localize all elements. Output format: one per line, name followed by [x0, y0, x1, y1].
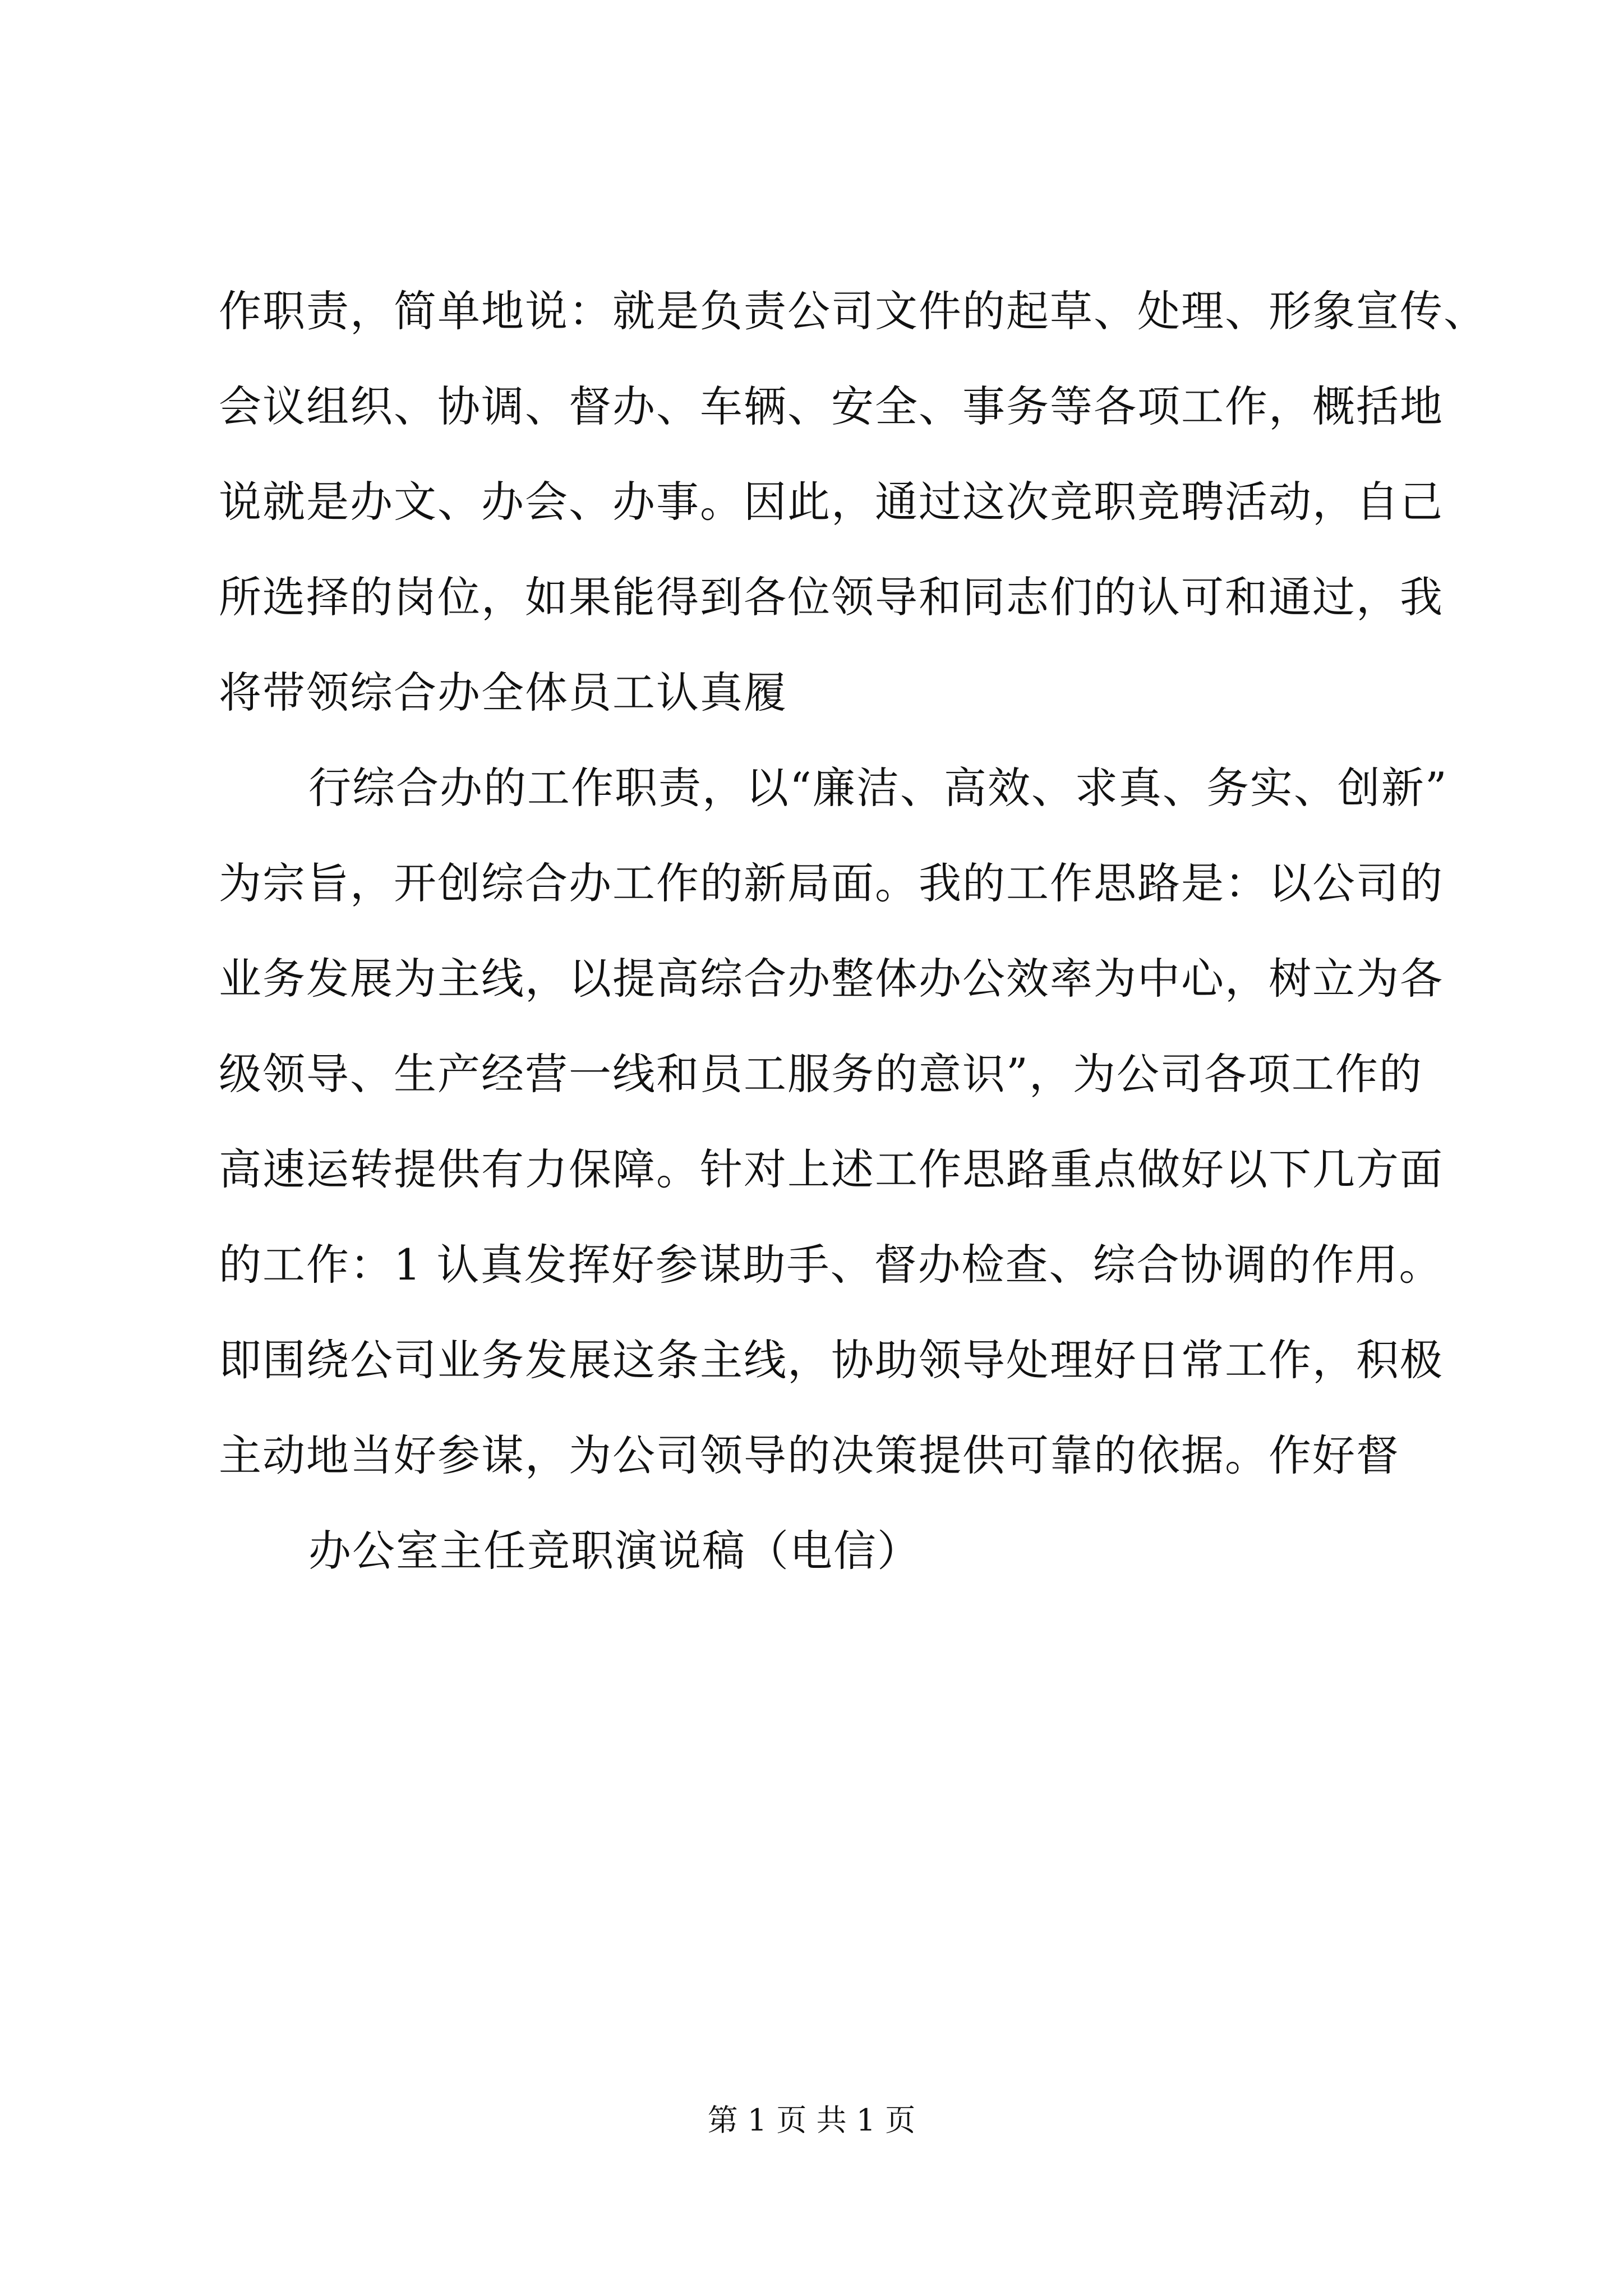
text-line: 主动地当好参谋，为公司领导的决策提供可靠的依据。作好督: [219, 1430, 1400, 1480]
page-footer: 第 1 页 共 1 页: [707, 2102, 916, 2138]
paragraph-1: [219, 264, 1487, 740]
text-line: 即围绕公司业务发展这条主线，协助领导处理好日常工作，积极: [219, 1335, 1444, 1385]
text-line: 说就是办文、办会、办事。因此，通过这次竞职竞聘活动，自己: [219, 477, 1444, 527]
text-line: 高速运转提供有力保障。针对上述工作思路重点做好以下几方面: [219, 1144, 1444, 1194]
text-line: 业务发展为主线，以提高综合办整体办公效率为中心，树立为各: [219, 954, 1444, 1004]
text-line: 办公室主任竞职演说稿（电信）: [308, 1526, 921, 1576]
text-line: 行综合办的工作职责，以“廉洁、高效、求真、务实、创新”: [308, 763, 1448, 813]
text-line: 的工作：1 认真发挥好参谋助手、督办检查、综合协调的作用。: [219, 1240, 1443, 1290]
text-line: 为宗旨，开创综合办工作的新局面。我的工作思路是：以公司的: [219, 858, 1444, 908]
text-line: 级领导、生产经营一线和员工服务的意识”，为公司各项工作的: [219, 1049, 1423, 1099]
paragraph-3: [219, 1503, 1469, 1599]
document-body: [219, 264, 1487, 1599]
paragraph-2: [219, 740, 1469, 1503]
text-line: 将带领综合办全体员工认真履: [219, 668, 787, 717]
text-line: 会议组织、协调、督办、车辆、安全、事务等各项工作，概括地: [219, 381, 1444, 431]
text-line: 作职责，简单地说：就是负责公司文件的起草、处理、形象宣传、: [219, 286, 1487, 336]
text-line: 所选择的岗位，如果能得到各位领导和同志们的认可和通过，我: [219, 572, 1444, 622]
